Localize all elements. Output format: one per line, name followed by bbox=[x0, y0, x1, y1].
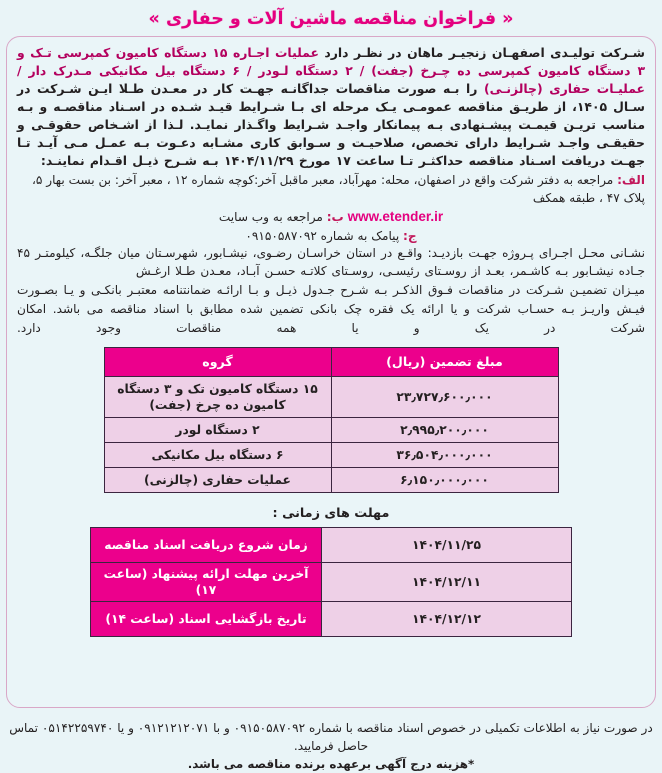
website-link[interactable]: www.etender.ir bbox=[347, 209, 444, 224]
table-row bbox=[91, 563, 572, 602]
cell-amount: ۳۶٫۵۰۴٫۰۰۰٫۰۰۰ bbox=[331, 443, 558, 468]
page-title-text: « فراخوان مناقصه ماشین آلات و حفاری » bbox=[148, 9, 514, 29]
table-row bbox=[91, 602, 572, 637]
cell-amount: ۲۳٫۷۲۷٫۶۰۰٫۰۰۰ bbox=[331, 377, 558, 418]
contact-option-sms: ج: پیامک به شماره ۰۹۱۵۰۵۸۷۰۹۲ bbox=[245, 229, 417, 243]
paragraph-intro: شـرکت تولیـدی اصفهـان زنجیـر ماهان در نظـر دارد عملیات اجـاره ۱۵ دستگاه کامیون کمپرسی تـک و ۳ دستگاه کامیون کمپرسی ده چـرخ (جفت) / ۲ دستگاه لـودر / ۶ دستگاه بیل مکانیکی مـدرک دار / عملیـات حفاری (چالزنـی) را بـه صورت مناقصات جداگانـه جهـت کار در معـدن طـلا ایـن شـرکت در سـال ۱۴۰۵، از طریـق مناقصه عمومـی یـک مرحله ای بـا شـرایط قیـد شـده در اسـناد مناقصـه و بـه مناسب تریـن قیمـت پیشـنهادی بـه پیمانکار واجـد شـرایط واگـذار نمایـد. لـذا از اشـخاص حقوقـی و حقیقـی واجـد شـرایط دارای تخصص، صلاحیـت و سـوابق کاری مشـابه دعـوت بـه عمـل مـی آیـد تـا جهـت دریافت اسـناد مناقصه حداکثـر تـا ساعت ۱۷ مورخ ۱۴۰۴/۱۱/۲۹ بـه شـرح ذیـل اقـدام نماینـد: bbox=[17, 45, 646, 168]
cell-deadline-date: ۱۴۰۴/۱۲/۱۲ bbox=[322, 602, 572, 637]
cell-group: ۲ دستگاه لودر bbox=[104, 418, 331, 443]
highlighted-scope-text: عملیات اجـاره ۱۵ دستگاه کامیون کمپرسی تـک و ۳ دستگاه کامیون کمپرسی ده چـرخ (جفت) / ۲ دستگاه لـودر / ۶ دستگاه بیل مکانیکی مـدرک دار / عملیـات حفاری (چالزنـی) bbox=[17, 45, 646, 96]
item-key: ج: bbox=[403, 229, 417, 243]
contact-option-office: الف: مراجعه به دفتر شرکت واقع در اصفهان، محله: مهرآباد، معبر ماقبل آخر:کوچه شماره ۱۲ ، معبر آخر: بن بست بهار ۵، پلاک ۴۷ ، طبقه همکف bbox=[32, 173, 645, 205]
table-row bbox=[104, 468, 558, 493]
cell-group: عملیات حفاری (چالزنی) bbox=[104, 468, 331, 493]
item-key: الف: bbox=[617, 173, 645, 187]
table-row bbox=[104, 377, 558, 418]
deadlines-heading: مهلت های زمانی : bbox=[272, 506, 390, 522]
contact-option-website bbox=[17, 208, 645, 226]
cell-amount: ۶٫۱۵۰٫۰۰۰٫۰۰۰ bbox=[331, 468, 558, 493]
cell-deadline-date: ۱۴۰۴/۱۲/۱۱ bbox=[322, 563, 572, 602]
header-group: گروه bbox=[104, 348, 331, 377]
guarantee-table bbox=[104, 347, 559, 493]
guarantee-table-wrapper bbox=[17, 347, 645, 493]
table-header-row bbox=[104, 348, 558, 377]
table-row bbox=[104, 443, 558, 468]
guarantee-table-head bbox=[104, 348, 558, 377]
cell-deadline-label: آخرین مهلت ارائه پیشنهاد (ساعت ۱۷) bbox=[91, 563, 322, 602]
guarantee-table-body bbox=[104, 377, 558, 493]
table-row bbox=[104, 418, 558, 443]
contact-option-website-label: ب: مراجعه به وب سایت bbox=[218, 210, 344, 224]
deadline-table-body bbox=[91, 528, 572, 637]
paragraph-guarantee: میـزان تضمیـن شـرکت در مناقصات فـوق الذکـر بـه شـرح جـدول ذیـل و بـا ارائـه ضمانتنامه معتبـر بانکـی و یـا بصـورت فیـش واریـز بـه حسـاب شرکت و یا ارائه یک فقره چک بانکی تضمین شده مطابق با اسناد مناقصه می باشد. امکان شرکت در یک و یا همه مناقصات وجود دارد. bbox=[17, 283, 645, 336]
cell-group: ۶ دستگاه بیل مکانیکی bbox=[104, 443, 331, 468]
table-row bbox=[91, 528, 572, 563]
deadline-table bbox=[90, 527, 572, 637]
cell-deadline-date: ۱۴۰۴/۱۱/۲۵ bbox=[322, 528, 572, 563]
item-key: ب: bbox=[326, 210, 344, 224]
content-box bbox=[6, 36, 656, 708]
cell-amount: ۲٫۹۹۵٫۲۰۰٫۰۰۰ bbox=[331, 418, 558, 443]
footer bbox=[0, 719, 662, 773]
cell-group: ۱۵ دستگاه کامیون تک و ۳ دستگاه کامیون ده چرخ (جفت) bbox=[104, 377, 331, 418]
deadline-table-wrapper bbox=[17, 527, 645, 637]
paragraph-project-location: نشـانی محـل اجـرای پـروژه جهـت بازدیـد: واقـع در استان خراسـان رضـوی، نیشـابور، شهرسـتان میان جلگـه، کیلومتـر ۴۵ جـاده نیشـابور بـه کاشـمر، بعـد از روسـتای رئیسـی، روسـتای کلاتـه حسـن آبـاد، معـدن طـلا ارغـش bbox=[17, 246, 645, 278]
cell-deadline-label: زمان شروع دریافت اسناد مناقصه bbox=[91, 528, 322, 563]
page-title bbox=[0, 0, 662, 36]
footer-contact-line: در صورت نیاز به اطلاعات تکمیلی در خصوص اسناد مناقصه با شماره ۰۹۱۵۰۵۸۷۰۹۲ و با ۰۹۱۲۱۲۱۲۰۷۱ و یا ۰۵۱۴۲۲۵۹۷۴۰ تماس حاصل فرمایید. bbox=[9, 721, 653, 753]
footer-cost-note: *هزینه درج آگهی برعهده برنده مناقصه می باشد. bbox=[187, 757, 475, 771]
cell-deadline-label: تاریخ بازگشایی اسناد (ساعت ۱۴) bbox=[91, 602, 322, 637]
header-amount: مبلغ تضمین (ریال) bbox=[331, 348, 558, 377]
